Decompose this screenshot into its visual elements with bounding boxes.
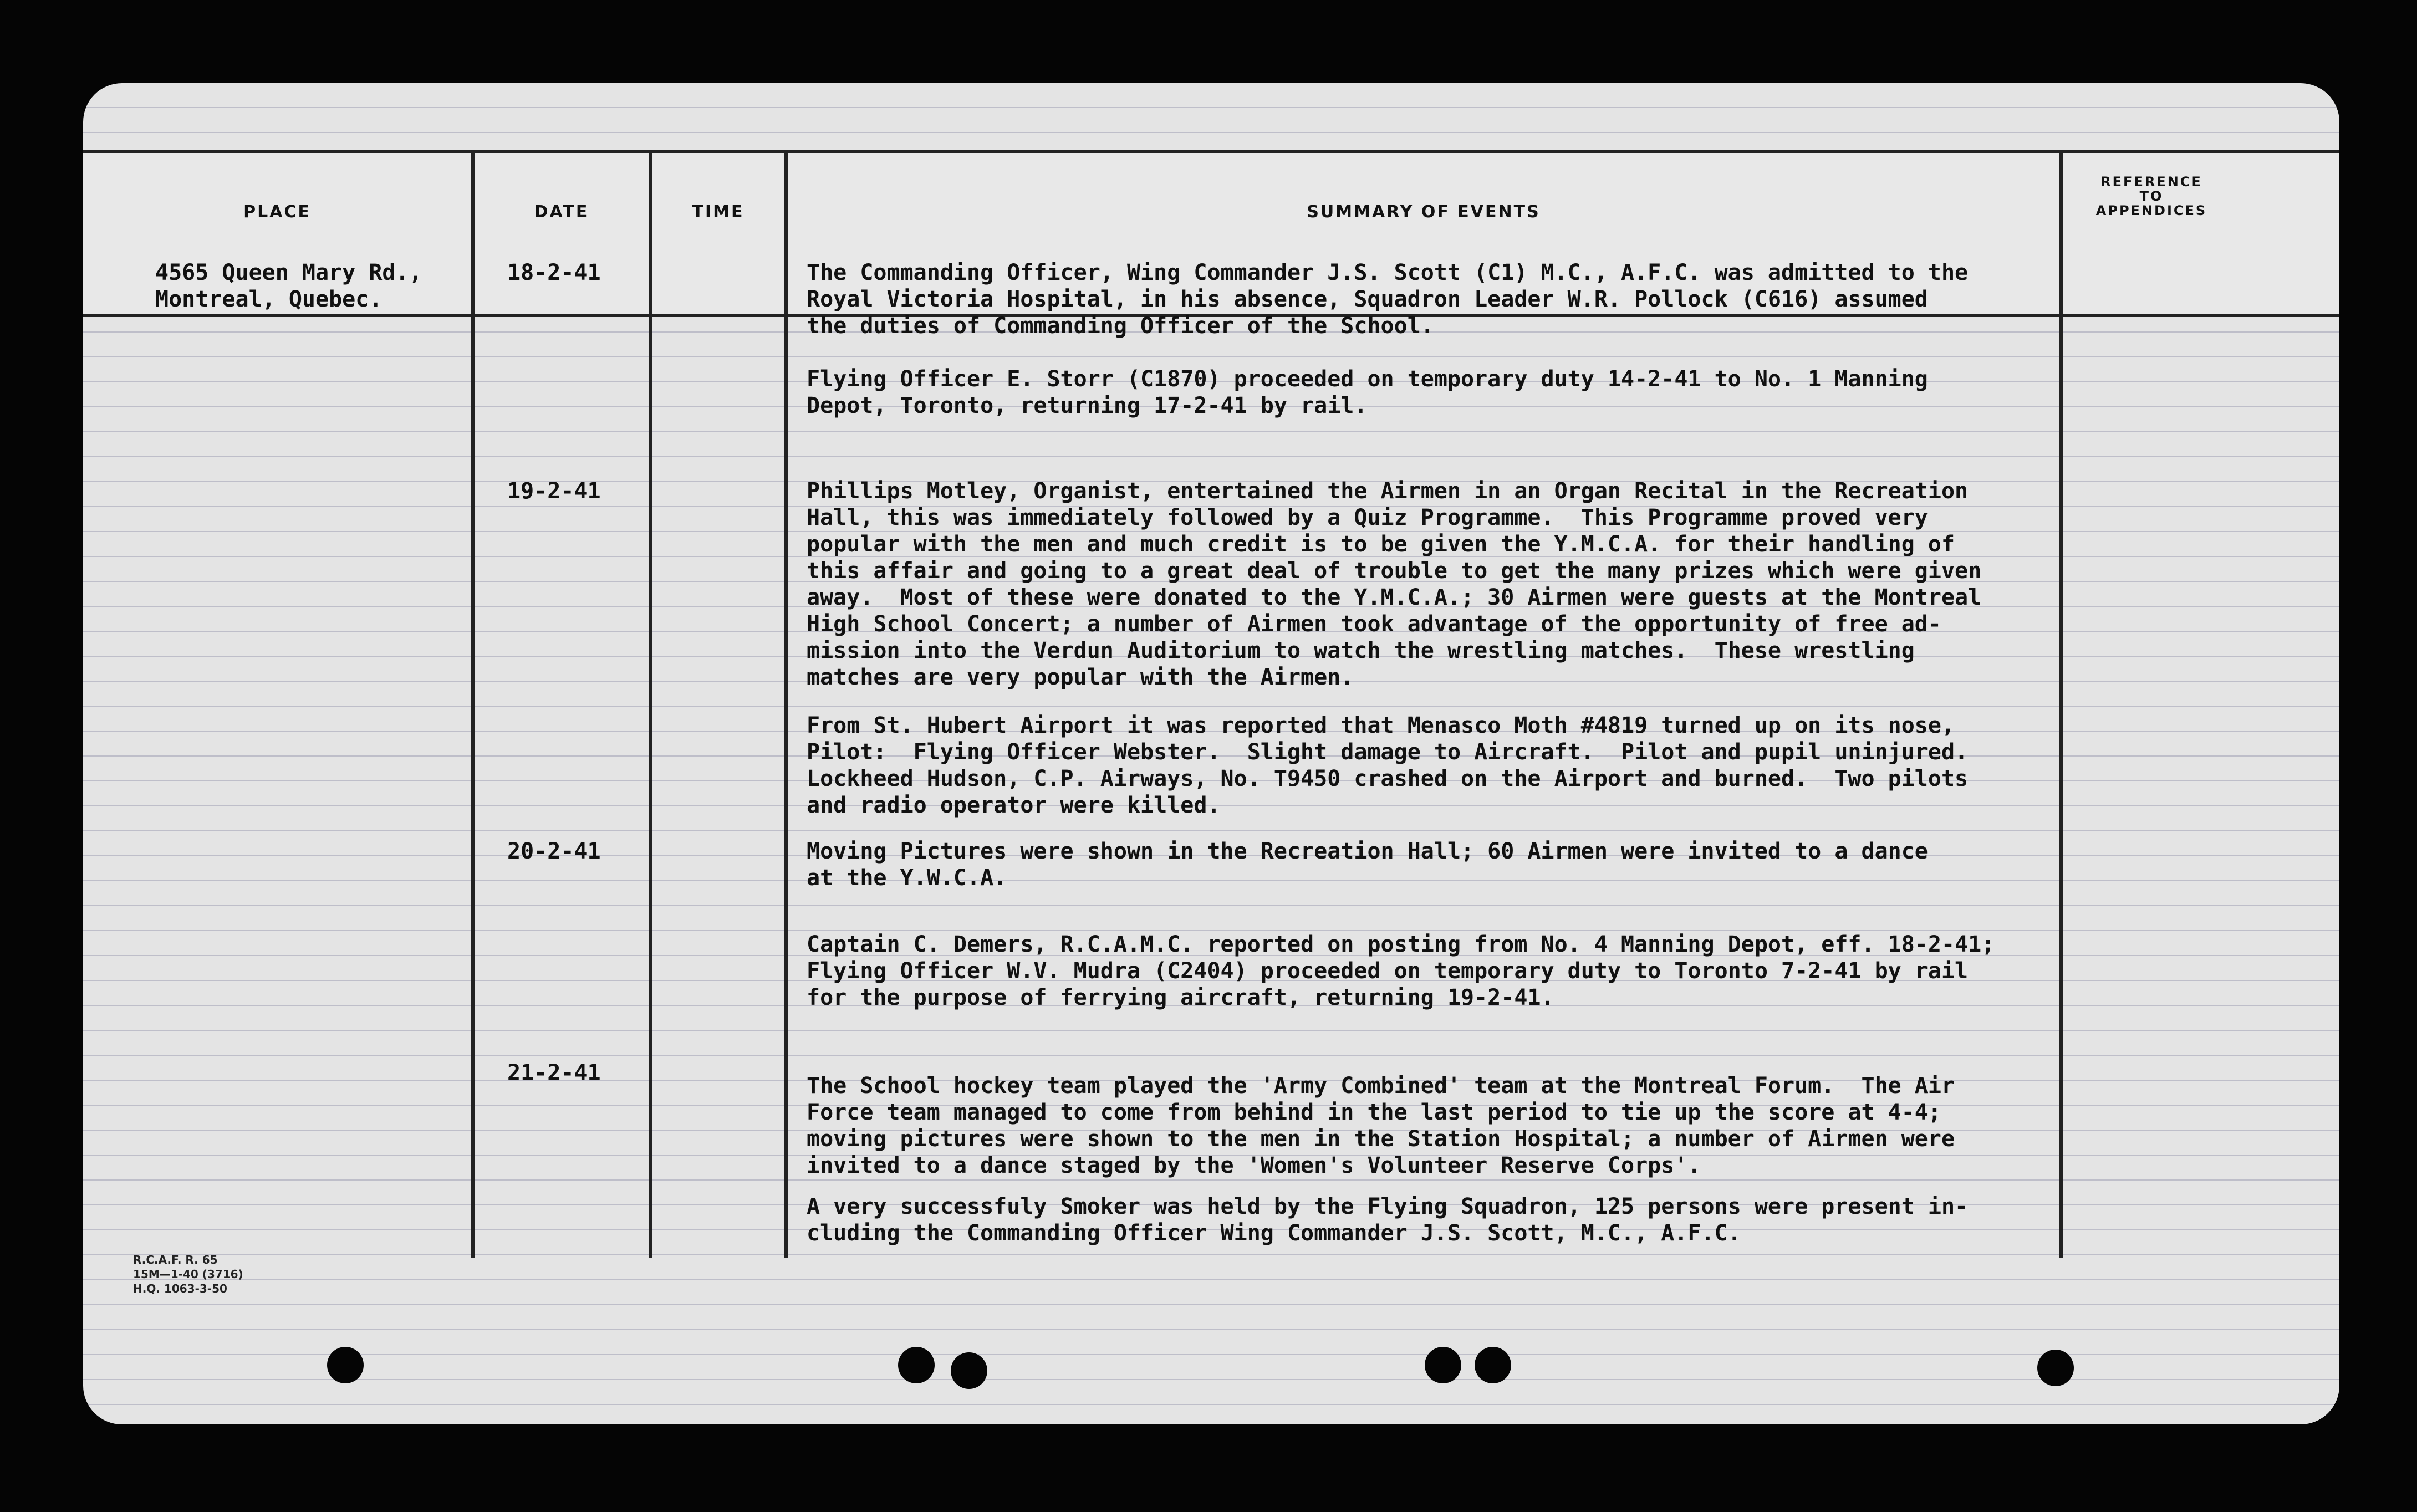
form-reference: R.C.A.F. R. 65 15M—1-40 (3716) H.Q. 1063-3-50 — [133, 1253, 243, 1295]
date-21-2-41: 21-2-41 — [507, 1060, 601, 1086]
header-place: PLACE — [243, 202, 311, 222]
punch-hole — [1475, 1347, 1511, 1383]
punch-hole — [327, 1347, 364, 1383]
punch-hole — [951, 1352, 987, 1389]
column-divider-summary — [2059, 150, 2063, 1258]
entry-1: The Commanding Officer, Wing Commander J.S. Scott (C1) M.C., A.F.C. was admitted to the Royal Victoria Hospital, in his absence, Squadron Leader W.R. Pollock (C616) assumed the duties of Commanding Officer of the School. — [807, 260, 1969, 339]
entry-8: A very successfuly Smoker was held by the Flying Squadron, 125 persons were present in- cluding the Commanding Officer Wing Commander J.S. Scott, M.C., A.F.C. — [807, 1194, 1969, 1246]
punch-hole — [1425, 1347, 1461, 1383]
punch-hole — [2037, 1350, 2074, 1386]
date-18-2-41: 18-2-41 — [507, 260, 601, 285]
header-time: TIME — [692, 202, 745, 222]
header-summary: SUMMARY OF EVENTS — [1307, 202, 1541, 222]
column-divider-date — [649, 150, 652, 1258]
entry-4: From St. Hubert Airport it was reported that Menasco Moth #4819 turned up on its nose, Pilot: Flying Officer Webster. Slight damage to Aircraft. Pilot and pupil uninjured. Lockheed Hudson, C.P. Airways, No. T9450 crashed on the Airport and burned. Two pilots and radio operator were killed. — [807, 713, 1969, 818]
entry-3: Phillips Motley, Organist, entertained the Airmen in an Organ Recital in the Recreation Hall, this was immediately followed by a Quiz Programme. This Programme proved very popular with the men and much credit is to be given the Y.M.C.A. for their handling of this affair and going to a great deal of trouble to get the many prizes which were given away. Most of these were donated to the Y.M.C.A.; 30 Airmen were guests at the Montreal High School Concert; a number of Airmen took advantage of the opportunity of free ad- mission into the Verdun Auditorium to watch the wrestling matches. These wrestling matches are very popular with the Airmen. — [807, 478, 1982, 690]
entry-6: Captain C. Demers, R.C.A.M.C. reported on posting from No. 4 Manning Depot, eff. 18-2-41; Flying Officer W.V. Mudra (C2404) proceeded on temporary duty to Toronto 7-2-41 by rail for the purpose of ferrying aircraft, returning 19-2-41. — [807, 932, 1995, 1010]
war-diary-card — [83, 83, 2339, 1424]
entry-7: The School hockey team played the 'Army Combined' team at the Montreal Forum. The Air Force team managed to come from behind in the last period to tie up the score at 4-4; moving pictures were shown to the men in the Station Hospital; a number of Airmen were invited to a dance staged by the 'Women's Volunteer Reserve Corps'. — [807, 1073, 1955, 1178]
column-divider-place — [471, 150, 475, 1258]
entry-5: Moving Pictures were shown in the Recreation Hall; 60 Airmen were invited to a dance at the Y.W.C.A. — [807, 839, 1928, 891]
header-reference: REFERENCE TO APPENDICES — [2095, 174, 2207, 218]
column-divider-time — [784, 150, 788, 1258]
place-text: 4565 Queen Mary Rd., Montreal, Quebec. — [155, 260, 422, 312]
header-date: DATE — [534, 202, 589, 222]
punch-hole — [898, 1347, 935, 1383]
date-20-2-41: 20-2-41 — [507, 839, 601, 864]
entry-2: Flying Officer E. Storr (C1870) proceeded on temporary duty 14-2-41 to No. 1 Manning Depot, Toronto, returning 17-2-41 by rail. — [807, 366, 1928, 418]
date-19-2-41: 19-2-41 — [507, 478, 601, 504]
